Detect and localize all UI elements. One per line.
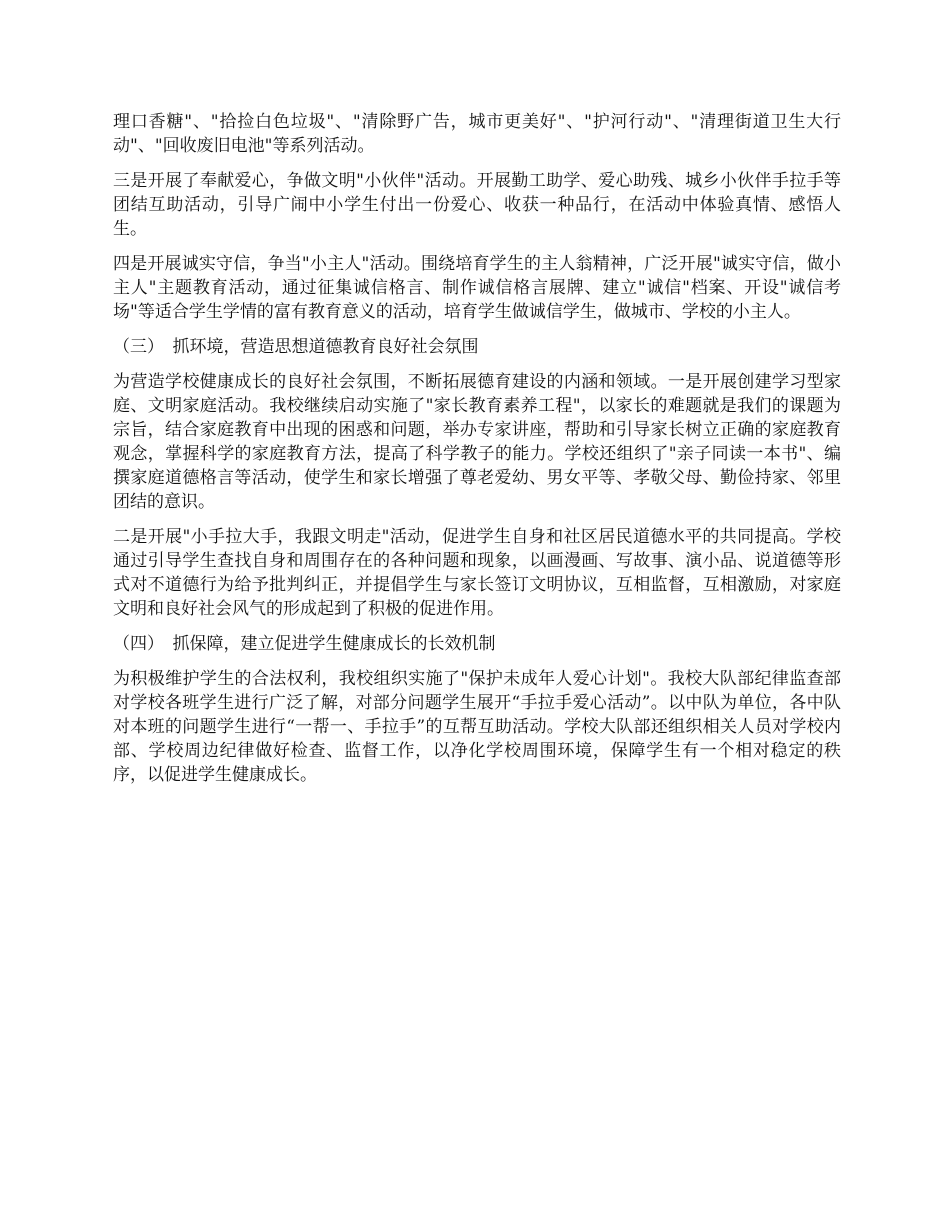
document-body [113,110,841,798]
section-heading-guarantee: （四） 抓保障，建立促进学生健康成长的长效机制 [113,634,496,654]
paragraph-activities-list: 理口香糖"、"拾捡白色垃圾"、"清除野广告，城市更美好"、"护河行动"、"清理街道卫生大行动"、"回收废旧电池"等系列活动。 [113,112,841,156]
paragraph-dedication-love: 三是开展了奉献爱心，争做文明"小伙伴"活动。开展勤工助学、爱心助残、城乡小伙伴手拉手等团结互助活动，引导广闹中小学生付出一份爱心、收获一种品行，在活动中体验真情、感悟人生。 [113,171,841,239]
paragraph-small-hands: 二是开展"小手拉大手，我跟文明走"活动，促进学生自身和社区居民道德水平的共同提高。学校通过引导学生查找自身和周围存在的各种问题和现象，以画漫画、写故事、演小品、说道德等形式对不道德行为给予批判纠正，并提倡学生与家长签订文明协议，互相监督，互相激励，对家庭文明和良好社会风气的形成起到了积极的促进作用。 [113,527,841,619]
paragraph-family-education: 为营造学校健康成长的良好社会氛围，不断拓展德育建设的内涵和领域。一是开展创建学习型家庭、文明家庭活动。我校继续启动实施了"家长教育素养工程"，以家长的难题就是我们的课题为宗旨，结合家庭教育中出现的困惑和问题，举办专家讲座，帮助和引导家长树立正确的家庭教育观念，掌握科学的家庭教育方法，提高了科学教子的能力。学校还组织了"亲子同读一本书"、编撰家庭道德格言等活动，使学生和家长增强了尊老爱幼、男女平等、孝敬父母、勤俭持家、邻里团结的意识。 [113,372,841,512]
section-heading-environment: （三） 抓环境，营造思想道德教育良好社会氛围 [113,337,479,357]
paragraph-honesty-trust: 四是开展诚实守信，争当"小主人"活动。围绕培育学生的主人翁精神，广泛开展"诚实守信，做小主人"主题教育活动，通过征集诚信格言、制作诚信格言展牌、建立"诚信"档案、开设"诚信考场"等适合学生学情的富有教育意义的活动，培育学生做诚信学生，做城市、学校的小主人。 [113,254,841,322]
paragraph-minor-protection: 为积极维护学生的合法权利，我校组织实施了"保护未成年人爱心计划"。我校大队部纪律监查部对学校各班学生进行广泛了解，对部分问题学生展开“手拉手爱心活动”。以中队为单位，各中队对本班的问题学生进行“一帮一、手拉手”的互帮互助活动。学校大队部还组织相关人员对学校内部、学校周边纪律做好检查、监督工作，以净化学校周围环境，保障学生有一个相对稳定的秩序，以促进学生健康成长。 [113,669,841,785]
